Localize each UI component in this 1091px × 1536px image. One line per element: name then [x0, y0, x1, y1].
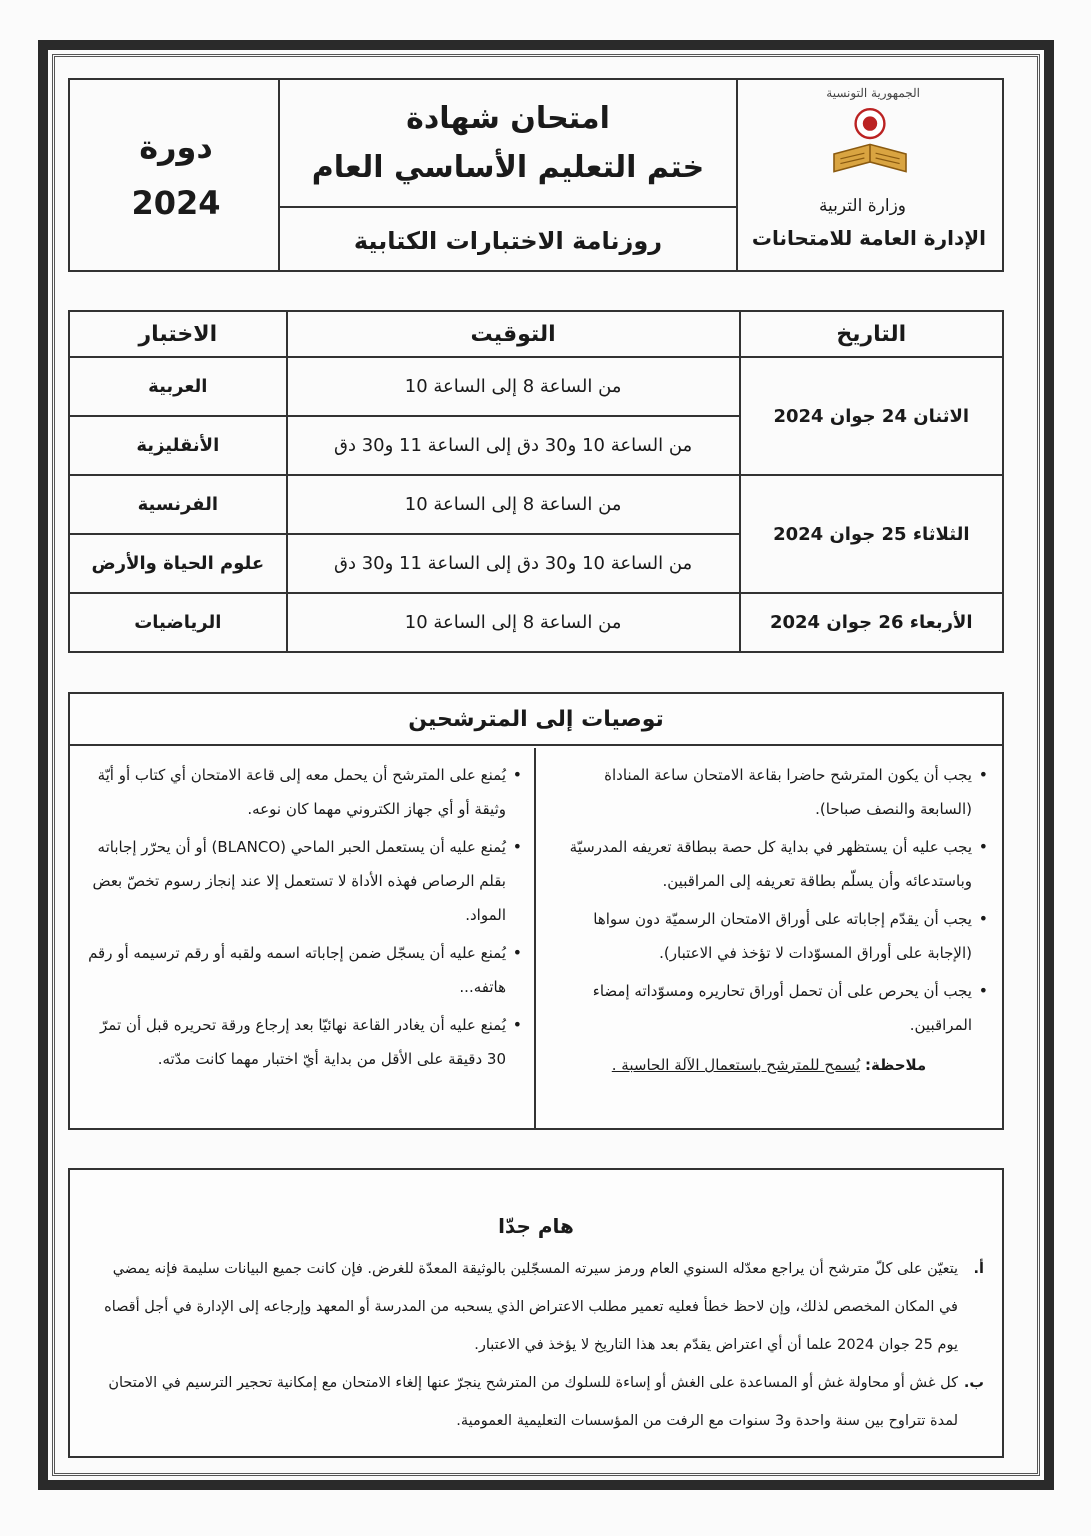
exam-title-block	[278, 80, 736, 270]
note-label: ملاحظة:	[865, 1056, 927, 1074]
note-text: يُسمح للمترشح باستعمال الآلة الحاسبة .	[611, 1056, 861, 1074]
table-header-row	[69, 311, 1003, 357]
notice-item	[92, 1364, 984, 1440]
exam-cell: علوم الحياة والأرض	[69, 534, 287, 593]
important-notice-box	[68, 1168, 1004, 1458]
list-item: • يجب عليه أن يستظهر في بداية كل حصة ببطاقة تعريفه المدرسيّة وباستدعائه وأن يسلّم بطاقة تعريفه إلى المراقبين.	[550, 830, 988, 898]
exam-cell: الرياضيات	[69, 593, 287, 652]
notice-label: أ.	[973, 1261, 984, 1277]
session-year: 2024	[131, 184, 221, 222]
list-item: • يجب أن يقدّم إجاباته على أوراق الامتحان الرسميّة دون سواها (الإجابة على أوراق المسوّدات لا تؤخذ في الاعتبار).	[550, 902, 988, 970]
recommendations-title: توصيات إلى المترشحين	[70, 694, 1002, 746]
time-cell: من الساعة 10 و30 دق إلى الساعة 11 و30 دق	[287, 416, 740, 475]
date-cell: الثلاثاء 25 جوان 2024	[740, 475, 1003, 593]
calculator-note	[550, 1048, 988, 1082]
exam-cell: الفرنسية	[69, 475, 287, 534]
table-row	[69, 593, 1003, 652]
list-item: • يُمنع عليه أن يستعمل الحبر الماحي (BLANCO) أو أن يحرّر إجاباته بقلم الرصاص فهذه الأداة لا تستعمل إلا عند إنجاز رسوم تخصّ بعض المواد.	[84, 830, 522, 932]
ministry-logo-icon	[815, 98, 925, 194]
ministry-name: وزارة التربية	[818, 196, 906, 216]
prohibitions-column	[70, 748, 536, 1130]
notice-label: ب.	[963, 1375, 984, 1391]
list-item: • يجب أن يكون المترشح حاضرا بقاعة الامتحان ساعة المناداة (السابعة والنصف صباحا).	[550, 758, 988, 826]
table-row	[69, 475, 1003, 534]
exam-cell: العربية	[69, 357, 287, 416]
list-item: • يُمنع عليه أن يغادر القاعة نهائيّا بعد إرجاع ورقة تحريره قبل أن تمرّ 30 دقيقة على الأقل من بداية أيّ اختبار مهما كانت مدّته.	[84, 1008, 522, 1076]
calendar-title: روزنامة الاختبارات الكتابية	[353, 227, 663, 255]
list-item: • يُمنع على المترشح أن يحمل معه إلى قاعة الامتحان أي كتاب أو أيّة وثيقة أو أي جهاز الكتروني مهما كان نوعه.	[84, 758, 522, 826]
ministry-block	[736, 80, 1002, 270]
recommendations-box	[68, 692, 1004, 1130]
list-item: • يجب أن يحرص على أن تحمل أوراق تحاريره ومسوّداته إمضاء المراقبين.	[550, 974, 988, 1042]
time-cell: من الساعة 8 إلى الساعة 10	[287, 475, 740, 534]
header-time: التوقيت	[287, 311, 740, 357]
session-label: دورة	[139, 128, 213, 166]
notice-item	[92, 1250, 984, 1364]
notice-text: يتعيّن على كلّ مترشح أن يراجع معدّله السنوي العام ورمز سيرته المسجّلين بالوثيقة المعدّة للغرض. فإن كانت جميع البيانات سليمة فإنه يمضي في المكان المخصص لذلك، وإن لاحظ خطأ فعليه تعمير مطلب الاعتراض الذي يسحبه من المدرسة أو المعهد وإرجاعه إلى الإدارة في أجل أقصاه يوم 25 جوان 2024 علما أن أي اعتراض يقدّم بعد هذا التاريخ لا يؤخذ في الاعتبار.	[104, 1261, 958, 1353]
obligations-column	[534, 748, 1002, 1130]
header-exam: الاختبار	[69, 311, 287, 357]
time-cell: من الساعة 10 و30 دق إلى الساعة 11 و30 دق	[287, 534, 740, 593]
republic-label: الجمهورية التونسية	[826, 86, 920, 100]
time-cell: من الساعة 8 إلى الساعة 10	[287, 593, 740, 652]
table-row	[69, 357, 1003, 416]
important-title: هام جدّا	[498, 1214, 574, 1238]
document-header	[68, 78, 1004, 272]
header-date: التاريخ	[740, 311, 1003, 357]
exam-cell: الأنقليزية	[69, 416, 287, 475]
date-cell: الاثنان 24 جوان 2024	[740, 357, 1003, 475]
exam-title-line1: امتحان شهادة	[406, 101, 610, 136]
list-item: • يُمنع عليه أن يسجّل ضمن إجاباته اسمه ولقبه أو رقم ترسيمه أو رقم هاتفه...	[84, 936, 522, 1004]
session-block	[70, 80, 282, 270]
time-cell: من الساعة 8 إلى الساعة 10	[287, 357, 740, 416]
exam-schedule-table	[68, 310, 1004, 653]
exam-title-line2: ختم التعليم الأساسي العام	[311, 150, 705, 185]
general-administration: الإدارة العامة للامتحانات	[751, 226, 986, 250]
date-cell: الأربعاء 26 جوان 2024	[740, 593, 1003, 652]
notice-text: كل غش أو محاولة غش أو المساعدة على الغش أو إساءة للسلوك من المترشح ينجرّ عنها إلغاء الامتحان مع إمكانية تحجير الترسيم في الامتحان لمدة تتراوح بين سنة واحدة و3 سنوات مع الرفت من المؤسسات التعليمية العمومية.	[108, 1375, 958, 1429]
